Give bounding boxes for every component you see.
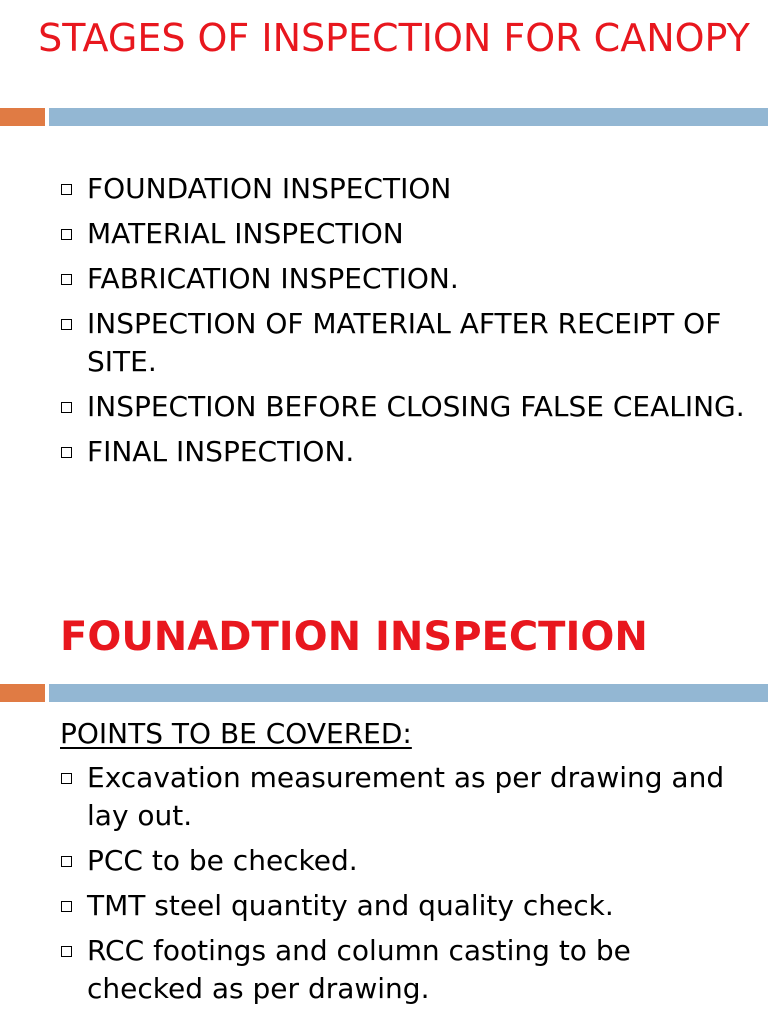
square-bullet-icon [61, 184, 72, 195]
list-item: FABRICATION INSPECTION. [60, 260, 750, 298]
list-item: MATERIAL INSPECTION [60, 215, 750, 253]
slide2-title: FOUNADTION INSPECTION [60, 614, 648, 660]
square-bullet-icon [61, 319, 72, 330]
list-item: INSPECTION OF MATERIAL AFTER RECEIPT OF SITE. [60, 305, 750, 381]
list-item: FINAL INSPECTION. [60, 433, 750, 471]
slide2-bullet-list [60, 759, 750, 1015]
title-divider-2 [0, 684, 768, 702]
square-bullet-icon [61, 402, 72, 413]
points-subheading: POINTS TO BE COVERED: [60, 717, 412, 750]
divider-bar [49, 684, 768, 702]
title-divider-1 [0, 108, 768, 126]
square-bullet-icon [61, 773, 72, 784]
square-bullet-icon [61, 901, 72, 912]
square-bullet-icon [61, 274, 72, 285]
list-item: Excavation measurement as per drawing and lay out. [60, 759, 750, 835]
list-item: RCC footings and column casting to be checked as per drawing. [60, 932, 750, 1008]
square-bullet-icon [61, 856, 72, 867]
divider-accent [0, 108, 45, 126]
square-bullet-icon [61, 946, 72, 957]
list-item: PCC to be checked. [60, 842, 750, 880]
list-item: TMT steel quantity and quality check. [60, 887, 750, 925]
square-bullet-icon [61, 447, 72, 458]
square-bullet-icon [61, 229, 72, 240]
slide1-bullet-list [60, 170, 750, 478]
list-item: FOUNDATION INSPECTION [60, 170, 750, 208]
slide1-title: STAGES OF INSPECTION FOR CANOPY [38, 16, 750, 60]
divider-accent [0, 684, 45, 702]
divider-bar [49, 108, 768, 126]
list-item: INSPECTION BEFORE CLOSING FALSE CEALING. [60, 388, 750, 426]
